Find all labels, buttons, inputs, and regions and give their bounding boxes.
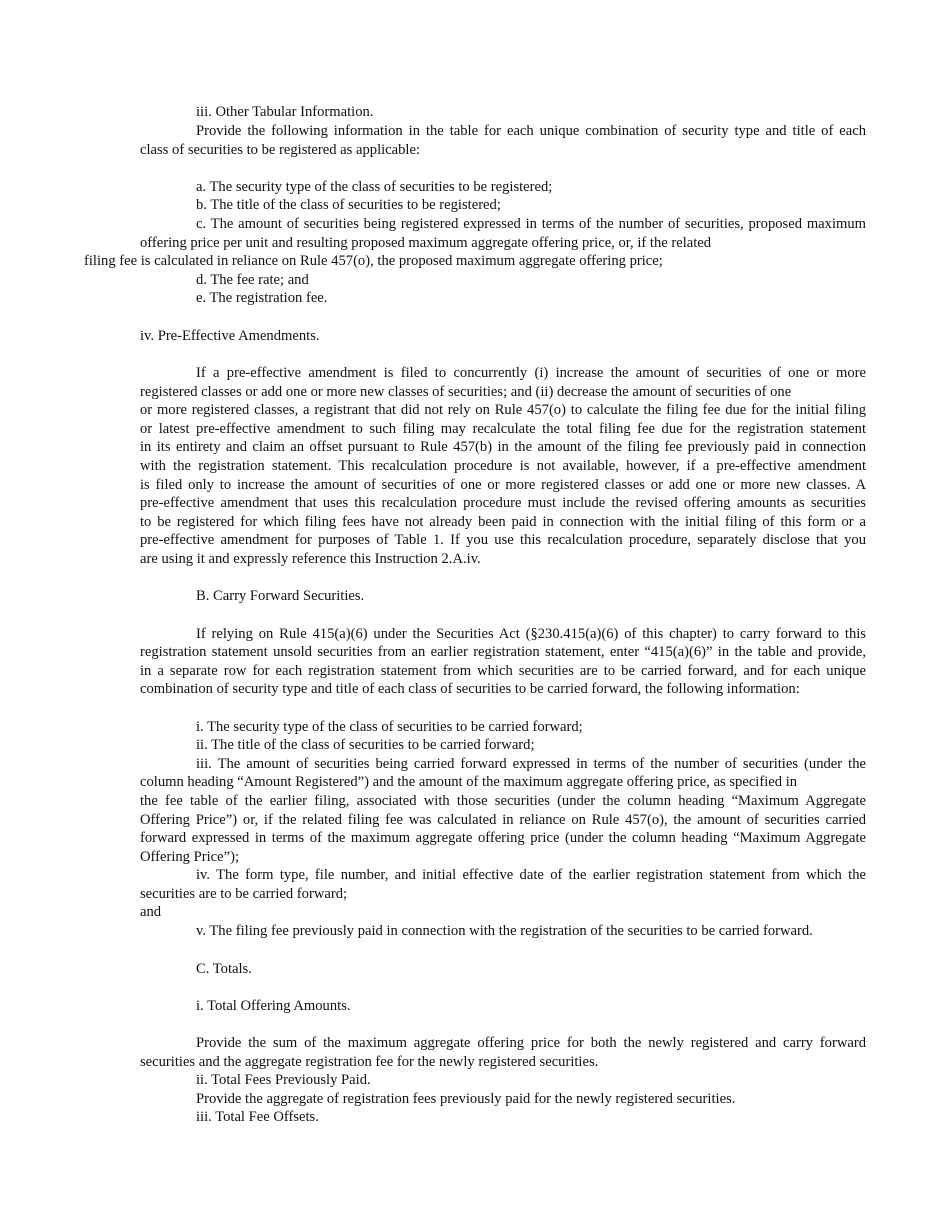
section-heading: ii. Total Fees Previously Paid. (196, 1072, 371, 1088)
list-item: b. The title of the class of securities to be registered; (196, 197, 501, 213)
paragraph-line: filing fee is calculated in reliance on Rule 457(o), the proposed maximum aggregate offering price; (84, 253, 663, 269)
paragraph-line: Offering Price”); (140, 849, 240, 865)
paragraph-line: the fee table of the earlier filing, associated with those securities (under the column heading “Maximum Aggregate (140, 793, 866, 809)
section-heading: i. Total Offering Amounts. (196, 998, 351, 1014)
paragraph-line: with the registration statement. This recalculation procedure is not available, however, if a pre-effective amendment (140, 458, 866, 474)
section-heading: iii. Total Fee Offsets. (196, 1109, 319, 1125)
section-heading: iv. Pre-Effective Amendments. (140, 328, 320, 344)
paragraph-line: Provide the aggregate of registration fees previously paid for the newly registered securities. (196, 1091, 736, 1107)
paragraph-line: pre-effective amendment that uses this recalculation procedure must include the revised offering amounts as securities (140, 495, 866, 511)
paragraph-line: in a separate row for each registration statement from which securities are to be carried forward, and for each unique (140, 663, 866, 679)
paragraph-line: securities and the aggregate registration fee for the newly registered securities. (140, 1054, 599, 1070)
paragraph-line: are using it and expressly reference this Instruction 2.A.iv. (140, 551, 481, 567)
list-item: e. The registration fee. (196, 290, 328, 306)
list-item: iv. The form type, file number, and initial effective date of the earlier registration statement from which the (196, 867, 866, 883)
list-item: c. The amount of securities being registered expressed in terms of the number of securities, proposed maximum (196, 216, 866, 232)
paragraph-line: column heading “Amount Registered”) and the amount of the maximum aggregate offering price, as specified in (140, 774, 798, 790)
list-item: v. The filing fee previously paid in connection with the registration of the securities to be carried forward. (196, 923, 813, 939)
list-item: iii. The amount of securities being carried forward expressed in terms of the number of securities (under the (196, 756, 866, 772)
section-heading: C. Totals. (196, 961, 252, 977)
list-item: i. The security type of the class of securities to be carried forward; (196, 719, 583, 735)
paragraph-line: securities are to be carried forward; (140, 886, 348, 902)
paragraph-line: or more registered classes, a registrant that did not rely on Rule 457(o) to calculate the filing fee due for the initial filing (140, 402, 866, 418)
paragraph-line: registered classes or add one or more new classes of securities; and (ii) decrease the amount of securities of one (140, 384, 792, 400)
list-item: d. The fee rate; and (196, 272, 309, 288)
paragraph-line: If a pre-effective amendment is filed to concurrently (i) increase the amount of securities of one or more (196, 365, 866, 381)
paragraph-line: to be registered for which filing fees have not already been paid in connection with the initial filing of this form or a (140, 514, 866, 530)
paragraph-line: in its entirety and claim an offset pursuant to Rule 457(b) in the amount of the filing fee previously paid in connection (140, 439, 866, 455)
paragraph-line: or latest pre-effective amendment to such filing may recalculate the total filing fee due for the registration statement (140, 421, 866, 437)
list-item: a. The security type of the class of securities to be registered; (196, 179, 553, 195)
paragraph-line: class of securities to be registered as applicable: (140, 142, 421, 158)
section-heading: B. Carry Forward Securities. (196, 588, 365, 604)
paragraph-line: Offering Price”) or, if the related filing fee was calculated in reliance on Rule 457(o), the amount of securities carried (140, 812, 866, 828)
paragraph-line: is filed only to increase the amount of securities of one or more registered classes or add one or more new classes. A (140, 477, 866, 493)
list-item: ii. The title of the class of securities to be carried forward; (196, 737, 535, 753)
paragraph-line: and (140, 904, 162, 920)
paragraph-line: combination of security type and title of each class of securities to be carried forward, the following information: (140, 681, 800, 697)
paragraph-line: Provide the sum of the maximum aggregate offering price for both the newly registered and carry forward (196, 1035, 866, 1051)
paragraph-line: forward expressed in terms of the maximum aggregate offering price (under the column heading “Maximum Aggregate (140, 830, 866, 846)
paragraph-line: pre-effective amendment for purposes of Table 1. If you use this recalculation procedure, separately disclose that you (140, 532, 866, 548)
section-heading: iii. Other Tabular Information. (196, 104, 374, 120)
paragraph-line: offering price per unit and resulting proposed maximum aggregate offering price, or, if the related (140, 235, 712, 251)
paragraph-line: registration statement unsold securities from an earlier registration statement, enter “415(a)(6)” in the table and provide, (140, 644, 866, 660)
paragraph-line: If relying on Rule 415(a)(6) under the Securities Act (§230.415(a)(6) of this chapter) to carry forward to this (196, 626, 866, 642)
paragraph-line: Provide the following information in the table for each unique combination of security type and title of each (196, 123, 866, 139)
